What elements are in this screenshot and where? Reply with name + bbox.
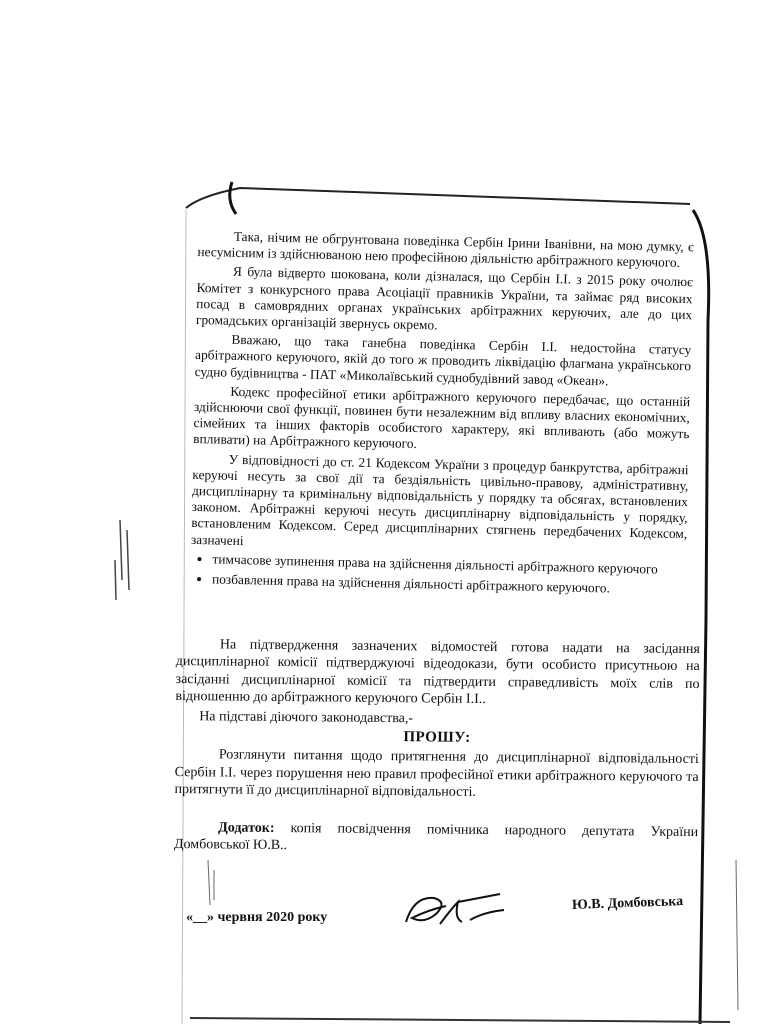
paragraph-shock: Я була відверто шокована, коли дізналася, що Сербін І.І. з 2015 року очолює Комітет з конкурсного права Асоціації правників України, та займає ряд високих посад в самоврядних органах українських арбітражних керуючих, але до цих громадських організацій звернусь окремо.: [195, 264, 694, 333]
list-item: • позбавлення права на здійснення діяльності арбітражного керуючого.: [212, 571, 686, 598]
paragraph-request: Розглянути питання щодо притягнення до дисциплінарної відповідальності Сербін І.І. через порушення нею правил професійної етики арбітражного керуючого та притягнути її до дисциплінарної відповідальності.: [174, 747, 699, 801]
request-heading: ПРОШУ:: [403, 729, 471, 746]
paragraph-article-21: У відповідності до ст. 21 Кодексом України з процедур банкрутства, арбітражні керуючі несуть за свої дії та бездіяльність цивільно-правову, адміністративну, дисциплінарну та кримінальну відповідальність у порядку та обсягах, встановлених законом. Арбітражні керуючі несуть дисциплінарну відповідальність у порядку, встановленим Кодексом. Серед дисциплінарних стягнень передбачених Кодексом, зазначені: [190, 451, 689, 548]
page-top-curl: [230, 182, 236, 214]
attachment-label: Додаток:: [218, 820, 275, 836]
page-right-edge: [693, 210, 709, 1024]
document-date: «__» червня 2020 року: [186, 910, 328, 925]
attachment-line: [174, 819, 698, 859]
sanctions-list: [190, 551, 687, 599]
paragraph-opinion: Вважаю, що така ганебна поведінка Сербін І.І. недостойна статусу арбітражного керуючого, якій до того ж проводить ліквідацію флагмана українського судно будівництва - ПАТ «Миколаївський суднобудівний завод «Океан».: [194, 332, 692, 388]
paragraph-code-ethics: Кодекс професійної етики арбітражного керуючого передбачає, що останній здійснюючи свої функції, повинен бути незалежним від впливу власних економічних, сімейних та інших факторів особистого характеру, які впливають (або можуть впливати) на Арбітражного керуючого.: [193, 383, 691, 452]
signer-name: Ю.В. Домбовська: [571, 894, 684, 913]
handwritten-signature: [400, 888, 510, 934]
page-top-edge: [186, 188, 690, 208]
page-left-edge: [182, 210, 186, 1024]
scan-mark-left-lower: [208, 860, 214, 905]
scan-mark-left: [115, 520, 129, 600]
paragraph-evidence: На підтвердження зазначених відомостей готова надати на засідання дисциплінарної комісії підтверджуючі відеодокази, бути особисто присутньою на засіданні дисциплінарної комісії та підтвердити справедливість моїх слів по відношенню до арбітражного керуючого Сербін І.І..: [175, 637, 700, 708]
list-item: • тимчасове зупинення права на здійснення діяльності арбітражного керуючого: [212, 551, 686, 578]
paragraph-conduct: Така, нічим не обгрунтована поведінка Сербін Ірини Іванівни, на мою думку, є несумісним із здійснюваною нею професійною діяльністю арбітражного керуючого.: [197, 228, 694, 271]
attachment-text: копія посвідчення помічника народного депутата України Домбовської Ю.В..: [173, 820, 699, 854]
document-request: [174, 636, 700, 860]
paragraph-legal-basis: На підставі діючого законодавства,-: [199, 708, 414, 726]
scan-mark-right-lower: [736, 860, 738, 1010]
document-body: [190, 228, 694, 606]
scan-mark-bottom: [190, 1018, 730, 1022]
